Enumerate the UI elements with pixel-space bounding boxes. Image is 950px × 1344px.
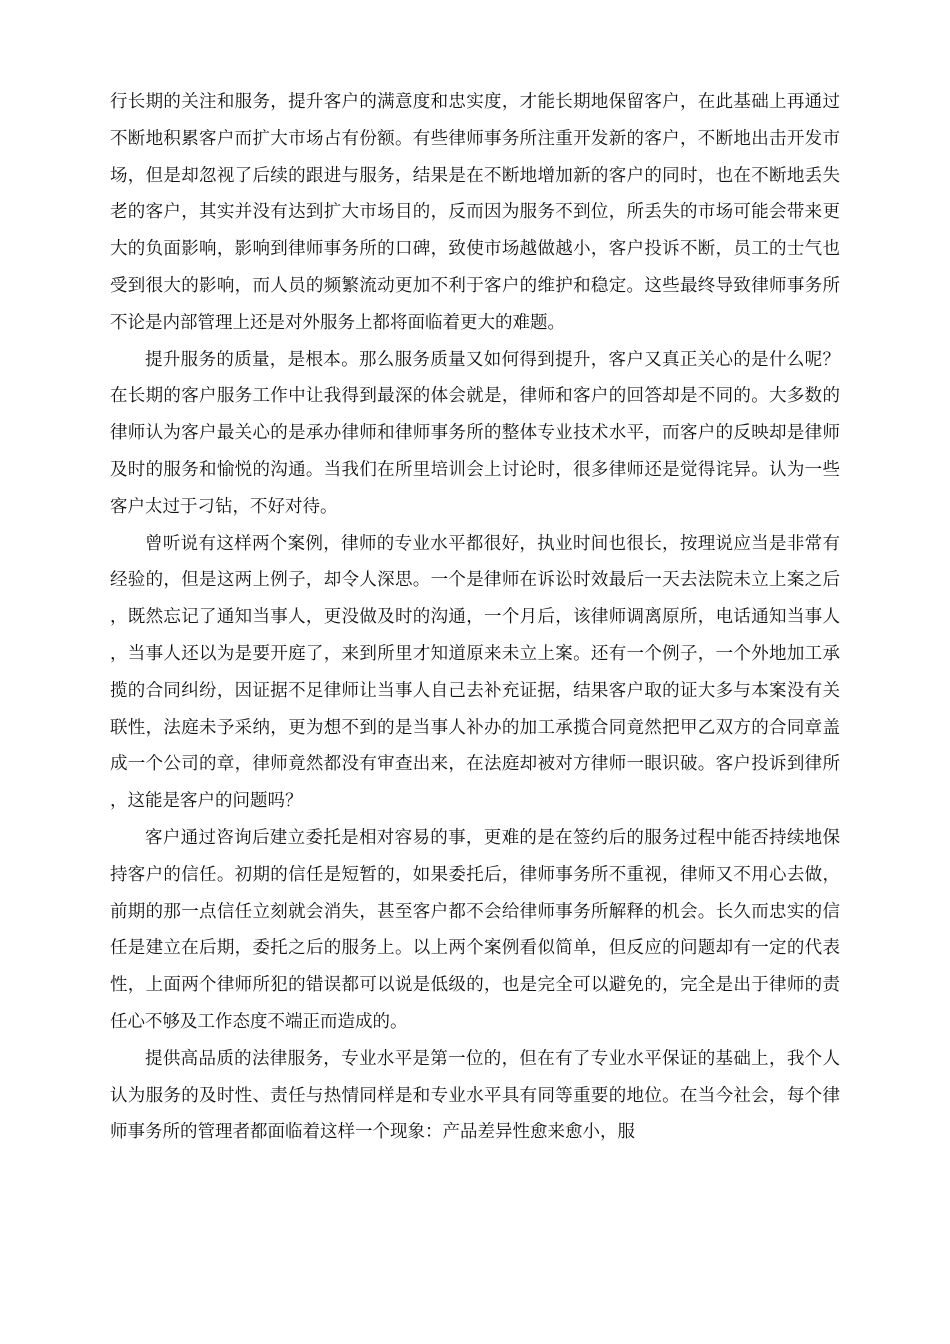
document-page [110, 84, 840, 1151]
paragraph-2: 提升服务的质量，是根本。那么服务质量又如何得到提升，客户又真正关心的是什么呢？在长期的客户服务工作中让我得到最深的体会就是，律师和客户的回答却是不同的。大多数的律师认为客户最关心的是承办律师和律师事务所的整体专业技术水平，而客户的反映却是律师及时的服务和愉悦的沟通。当我们在所里培训会上讨论时，很多律师还是觉得诧异。认为一些客户太过于刁钻，不好对待。 [110, 349, 840, 517]
paragraph-3: 曾听说有这样两个案例，律师的专业水平都很好，执业时间也很长，按理说应当是非常有经验的，但是这两上例子，却令人深思。一个是律师在诉讼时效最后一天去法院未立上案之后，既然忘记了通知当事人，更没做及时的沟通，一个月后，该律师调离原所，电话通知当事人，当事人还以为是要开庭了，来到所里才知道原来未立上案。还有一个例子，一个外地加工承揽的合同纠纷，因证据不足律师让当事人自己去补充证据，结果客户取的证大多与本案没有关联性，法庭未予采纳，更为想不到的是当事人补办的加工承揽合同竟然把甲乙双方的合同章盖成一个公司的章，律师竟然都没有审查出来，在法庭却被对方律师一眼识破。客户投诉到律所，这能是客户的问题吗？ [110, 533, 840, 812]
paragraph-4: 客户通过咨询后建立委托是相对容易的事，更难的是在签约后的服务过程中能否持续地保持客户的信任。初期的信任是短暂的，如果委托后，律师事务所不重视，律师又不用心去做，前期的那一点信任立刻就会消失，甚至客户都不会给律师事务所解释的机会。长久而忠实的信任是建立在后期，委托之后的服务上。以上两个案例看似简单，但反应的问题却有一定的代表性，上面两个律师所犯的错误都可以说是低级的，也是完全可以避免的，完全是出于律师的责任心不够及工作态度不端正而造成的。 [110, 827, 840, 1032]
paragraph-1: 行长期的关注和服务，提升客户的满意度和忠实度，才能长期地保留客户，在此基础上再通过不断地积累客户而扩大市场占有份额。有些律师事务所注重开发新的客户，不断地出击开发市场，但是却忽视了后续的跟进与服务，结果是在不断地增加新的客户的同时，也在不断地丢失老的客户，其实并没有达到扩大市场目的，反而因为服务不到位，所丢失的市场可能会带来更大的负面影响，影响到律师事务所的口碑，致使市场越做越小，客户投诉不断，员工的士气也受到很大的影响，而人员的频繁流动更加不利于客户的维护和稳定。这些最终导致律师事务所不论是内部管理上还是对外服务上都将面临着更大的难题。 [110, 92, 840, 333]
paragraph-5: 提供高品质的法律服务，专业水平是第一位的，但在有了专业水平保证的基础上，我个人认为服务的及时性、责任与热情同样是和专业水平具有同等重要的地位。在当今社会，每个律师事务所的管理者都面临着这样一个现象：产品差异性愈来愈小，服 [110, 1048, 840, 1143]
